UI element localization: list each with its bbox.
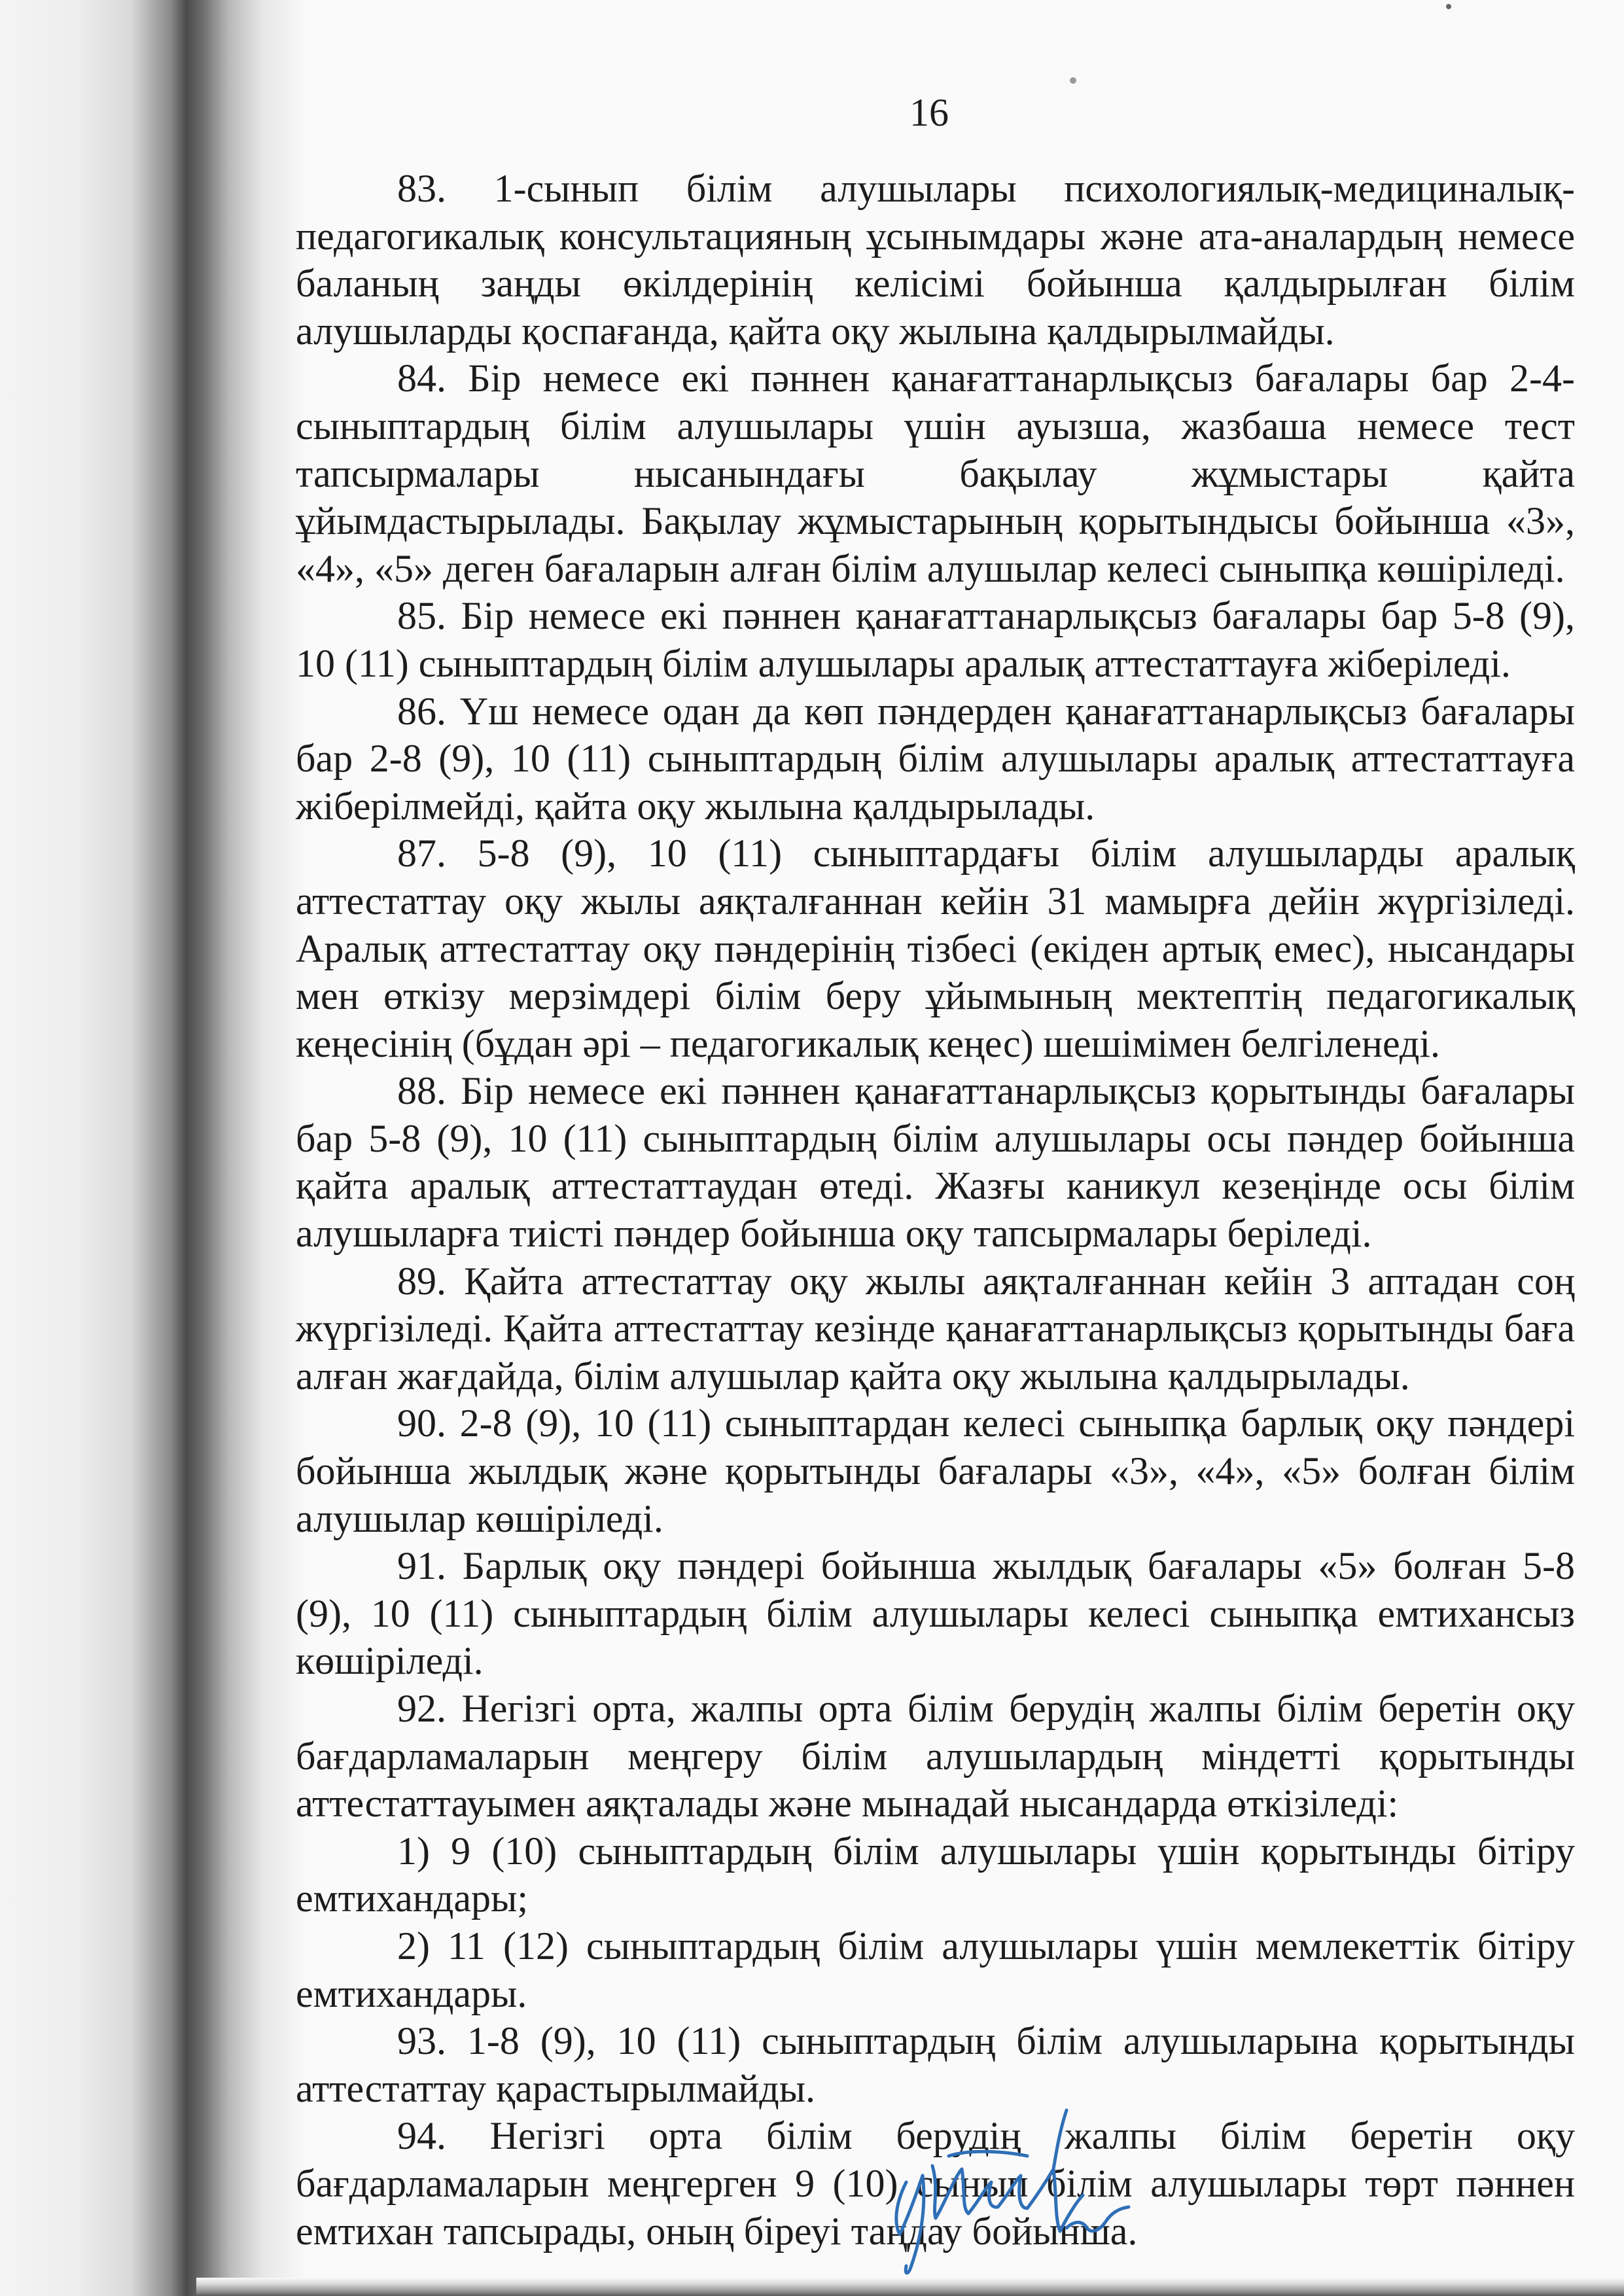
paragraph-85: 85. Бір немесе екі пәннен қанағаттанарлықсыз бағалары бар 5-8 (9), 10 (11) сыныптардың білім алушылары аралық аттестаттауға жіберіледі. bbox=[296, 594, 1575, 685]
page-bottom-edge bbox=[196, 2278, 1624, 2296]
document-body bbox=[296, 165, 1575, 2255]
handwritten-signature bbox=[870, 2104, 1158, 2280]
page-number: 16 bbox=[909, 91, 949, 134]
paragraph-89: 89. Қайта аттестаттау оқу жылы аяқталғаннан кейін 3 аптадан соң жүргізіледі. Қайта аттестаттау кезінде қанағаттанарлықсыз қорытынды баға алған жағдайда, білім алушылар қайта оқу жылына қалдырылады. bbox=[296, 1259, 1575, 1398]
paragraph-83: 83. 1-сынып білім алушылары психологиялық-медициналық-педагогикалық консультацияның ұсынымдары және ата-аналардың немесе баланың заңды өкілдерінің келісімі бойынша қалдырылған білім алушыларды қоспағанда, қайта оқу жылына қалдырылмайды. bbox=[296, 167, 1575, 353]
list-item-1: 1) 9 (10) сыныптардың білім алушылары үшін қорытынды бітіру емтихандары; bbox=[296, 1829, 1575, 1920]
binding-shadow bbox=[0, 0, 308, 2296]
paragraph-91: 91. Барлық оқу пәндері бойынша жылдық бағалары «5» болған 5-8 (9), 10 (11) сыныптардың білім алушылары келесі сыныпқа емтихансыз көшіріледі. bbox=[296, 1544, 1575, 1683]
paragraph-87: 87. 5-8 (9), 10 (11) сыныптардағы білім алушыларды аралық аттестаттау оқу жылы аяқталғаннан кейін 31 мамырға дейін жүргізіледі. Аралық аттестаттау оқу пәндерінің тізбесі (екіден артық емес), нысандары мен өткізу мерзімдері білім беру ұйымының мектептің педагогикалық кеңесінің (бұдан әрі – педагогикалық кеңес) шешімімен белгіленеді. bbox=[296, 832, 1575, 1065]
list-item-2: 2) 11 (12) сыныптардың білім алушылары үшін мемлекеттік бітіру емтихандары. bbox=[296, 1924, 1575, 2015]
paragraph-86: 86. Үш немесе одан да көп пәндерден қанағаттанарлықсыз бағалары бар 2-8 (9), 10 (11) сыныптардың білім алушылары аралық аттестаттауға жіберілмейді, қайта оқу жылына қалдырылады. bbox=[296, 689, 1575, 828]
paragraph-92: 92. Негізгі орта, жалпы орта білім берудің жалпы білім беретін оқу бағдарламаларын меңгеру білім алушылардың міндетті қорытынды аттестаттауымен аяқталады және мынадай нысандарда өткізіледі: bbox=[296, 1687, 1575, 1826]
scan-speck bbox=[1446, 4, 1451, 9]
paragraph-93: 93. 1-8 (9), 10 (11) сыныптардың білім алушыларына қорытынды аттестаттау қарастырылмайды. bbox=[296, 2019, 1575, 2110]
paragraph-94: 94. Негізгі орта білім берудің жалпы білім беретін оқу бағдарламаларын меңгерген 9 (10) сынып білім алушылары төрт пәннен емтихан тапсырады, оның біреуі таңдау бойынша. bbox=[296, 2114, 1575, 2253]
paragraph-84: 84. Бір немесе екі пәннен қанағаттанарлықсыз бағалары бар 2-4-сыныптардың білім алушылары үшін ауызша, жазбаша немесе тест тапсырмалары нысанындағы бақылау жұмыстары қайта ұйымдастырылады. Бақылау жұмыстарының қорытындысы бойынша «3», «4», «5» деген бағаларын алған білім алушылар келесі сыныпқа көшіріледі. bbox=[296, 357, 1575, 590]
paragraph-88: 88. Бір немесе екі пәннен қанағаттанарлықсыз қорытынды бағалары бар 5-8 (9), 10 (11) сыныптардың білім алушылары осы пәндер бойынша қайта аралық аттестаттаудан өтеді. Жазғы каникул кезеңінде осы білім алушыларға тиісті пәндер бойынша оқу тапсырмалары беріледі. bbox=[296, 1069, 1575, 1256]
paragraph-90: 90. 2-8 (9), 10 (11) сыныптардан келесі сыныпқа барлық оқу пәндері бойынша жылдық және қорытынды бағалары «3», «4», «5» болған білім алушылар көшіріледі. bbox=[296, 1402, 1575, 1540]
scan-speck bbox=[1070, 77, 1076, 84]
